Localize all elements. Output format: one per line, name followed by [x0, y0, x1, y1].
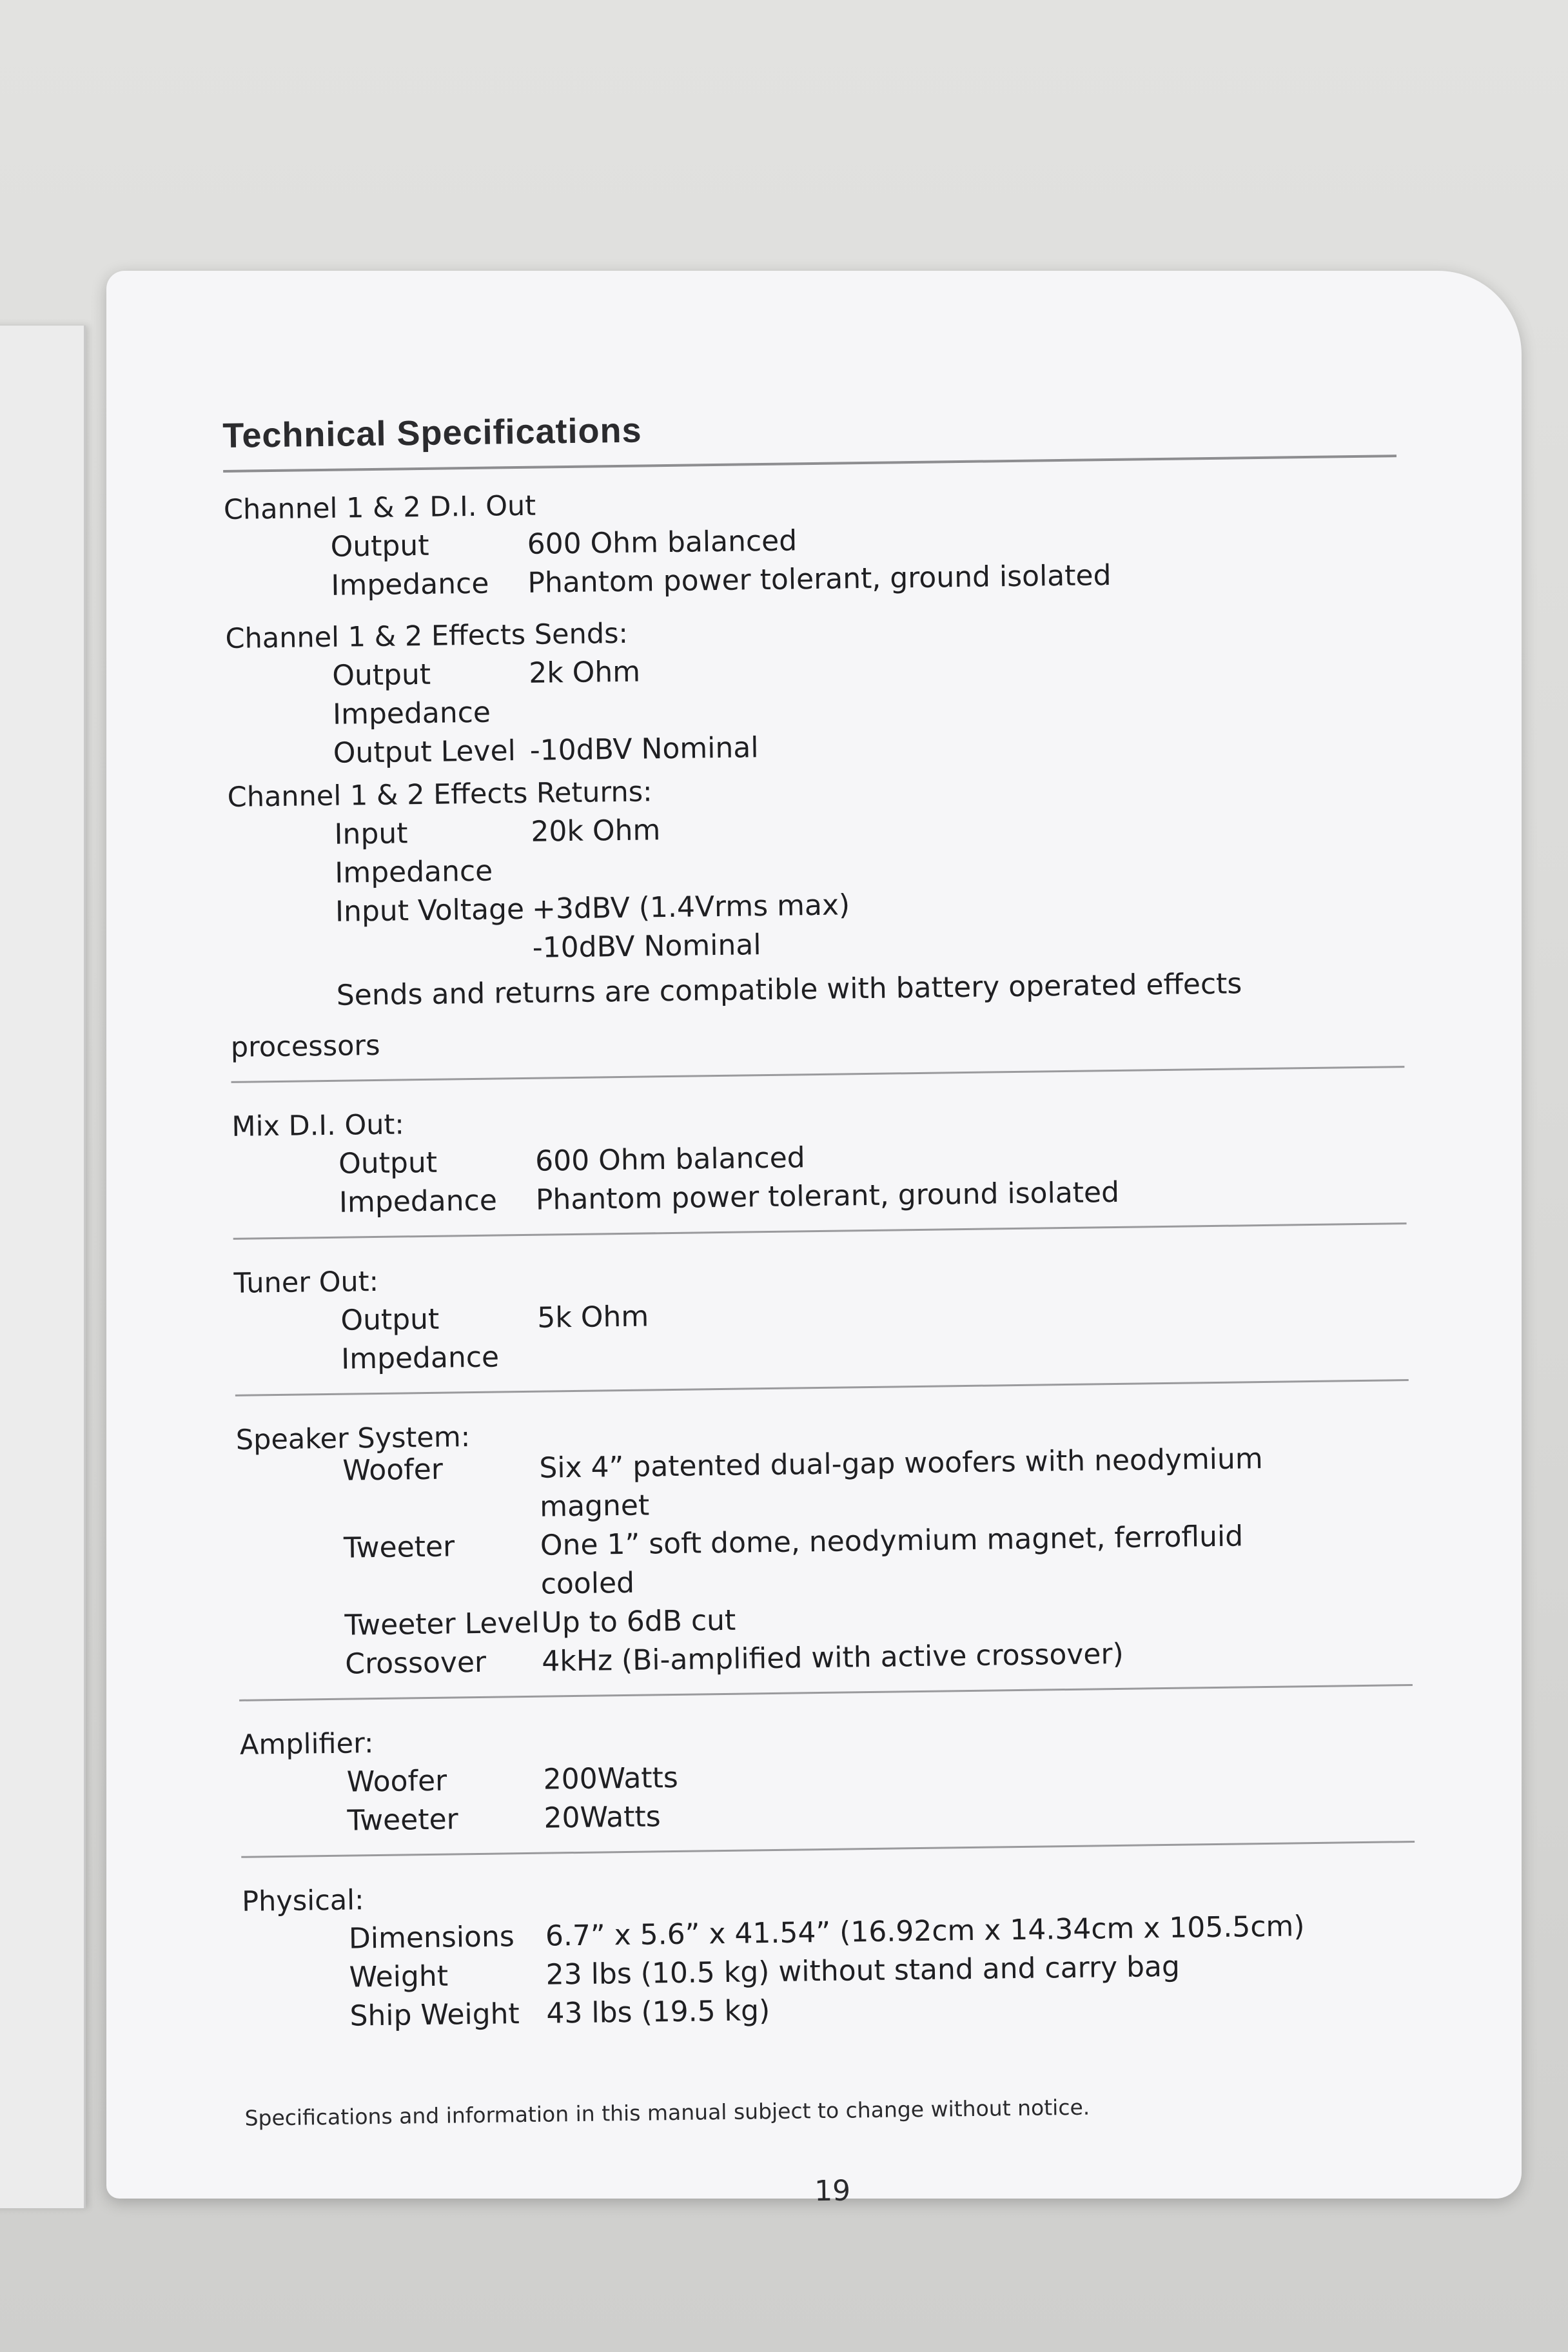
section-heading: Channel 1 & 2 Effects Sends: [225, 617, 629, 655]
spec-value: 5k Ohm [537, 1300, 649, 1335]
facing-page-edge [0, 326, 86, 2208]
section-heading: Channel 1 & 2 Effects Returns: [227, 776, 652, 814]
spec-section-effects-returns [227, 763, 1404, 1083]
spec-section-tuner-out [233, 1224, 1409, 1396]
spec-value: 43 lbs (19.5 kg) [546, 1994, 770, 2030]
spec-row [228, 801, 1402, 894]
spec-value-line: cooled [540, 1566, 635, 1601]
spec-section-physical [241, 1843, 1417, 2041]
spec-value-line: 600 Ohm balanced [527, 524, 798, 561]
section-heading: Amplifier: [239, 1727, 374, 1761]
spec-value-line: Phantom power tolerant, ground isolated [527, 558, 1112, 600]
spec-label: Woofer [346, 1764, 447, 1799]
compatibility-note-continued: processors [230, 1029, 380, 1064]
spec-section-effects-sends [225, 595, 1400, 778]
spec-label: Weight [349, 1959, 449, 1994]
section-heading: Physical: [241, 1884, 364, 1918]
spec-value [532, 879, 1403, 968]
spec-value [540, 1515, 1411, 1604]
spec-label: Output Impedance [338, 1146, 498, 1219]
spec-section-amplifier [239, 1686, 1415, 1858]
spec-section-speaker-system [235, 1381, 1413, 1701]
spec-section-di-out [223, 457, 1398, 611]
page-title: Technical Specifications [222, 400, 1396, 473]
section-heading: Tuner Out: [233, 1265, 379, 1300]
disclaimer-footnote: Specifications and information in this manual subject to change without notice. [244, 2094, 1090, 2131]
spec-value-line: 600 Ohm balanced [534, 1141, 805, 1178]
spec-row [237, 1515, 1411, 1608]
spec-label: Dimensions [348, 1920, 515, 1955]
spec-label: Tweeter Level [344, 1606, 540, 1642]
section-heading: Channel 1 & 2 D.I. Out [223, 489, 536, 526]
spec-value: 20Watts [544, 1800, 661, 1835]
spec-value: 2k Ohm [528, 655, 641, 690]
spec-value-line: -10dBV Nominal [532, 928, 761, 965]
spec-section-mix-di-out [231, 1068, 1407, 1240]
spec-label: Tweeter [347, 1803, 459, 1838]
section-heading: Mix D.I. Out: [231, 1108, 405, 1143]
spec-label: Tweeter [343, 1530, 455, 1565]
spec-value [527, 514, 1398, 603]
compatibility-note: Sends and returns are compatible with battery operated effects [336, 967, 1242, 1012]
spec-value: 23 lbs (10.5 kg) without stand and carry bag [545, 1950, 1181, 1992]
spec-label: Woofer [342, 1453, 444, 1487]
spec-label: Ship Weight [349, 1997, 520, 2033]
spec-label: Input Impedance [334, 817, 493, 890]
spec-value [535, 1131, 1406, 1220]
page-content [222, 400, 1419, 2215]
spec-value-line: magnet [539, 1489, 650, 1524]
spec-value-line: +3dBV (1.4Vrms max) [531, 888, 850, 926]
spec-group-inputs-outputs [223, 457, 1404, 1083]
spec-label: Output Level [333, 734, 516, 770]
spec-value-line: Six 4” patented dual-gap woofers with neodymium [539, 1442, 1264, 1485]
section-heading: Speaker System: [235, 1421, 471, 1456]
spec-value: 20k Ohm [531, 814, 661, 848]
spec-value [539, 1438, 1410, 1527]
spec-value: -10dBV Nominal [529, 731, 759, 767]
spec-row [234, 1288, 1408, 1380]
spec-value-line: Phantom power tolerant, ground isolated [535, 1175, 1120, 1217]
spec-label: Output Impedance [340, 1302, 500, 1376]
spec-row [226, 643, 1400, 736]
spec-value-line: One 1” soft dome, neodymium magnet, ferrofluid [540, 1520, 1244, 1562]
spec-value: 4kHz (Bi-amplified with active crossover) [542, 1637, 1124, 1678]
spec-row [232, 1131, 1406, 1224]
spec-label: Output Impedance [330, 529, 489, 602]
spec-value: 200Watts [543, 1761, 679, 1796]
page-number: 19 [814, 2174, 851, 2208]
spec-value: Up to 6dB cut [541, 1603, 736, 1640]
spec-row [236, 1438, 1410, 1531]
spec-label: Crossover [345, 1645, 487, 1681]
spec-row [229, 879, 1403, 972]
spec-label: Input Voltage [335, 892, 525, 928]
spec-label: Output Impedance [331, 658, 491, 731]
spec-row [224, 514, 1398, 607]
spec-value: 6.7” x 5.6” x 41.54” (16.92cm x 14.34cm x 105.5cm) [545, 1910, 1305, 1953]
manual-page [106, 271, 1522, 2208]
